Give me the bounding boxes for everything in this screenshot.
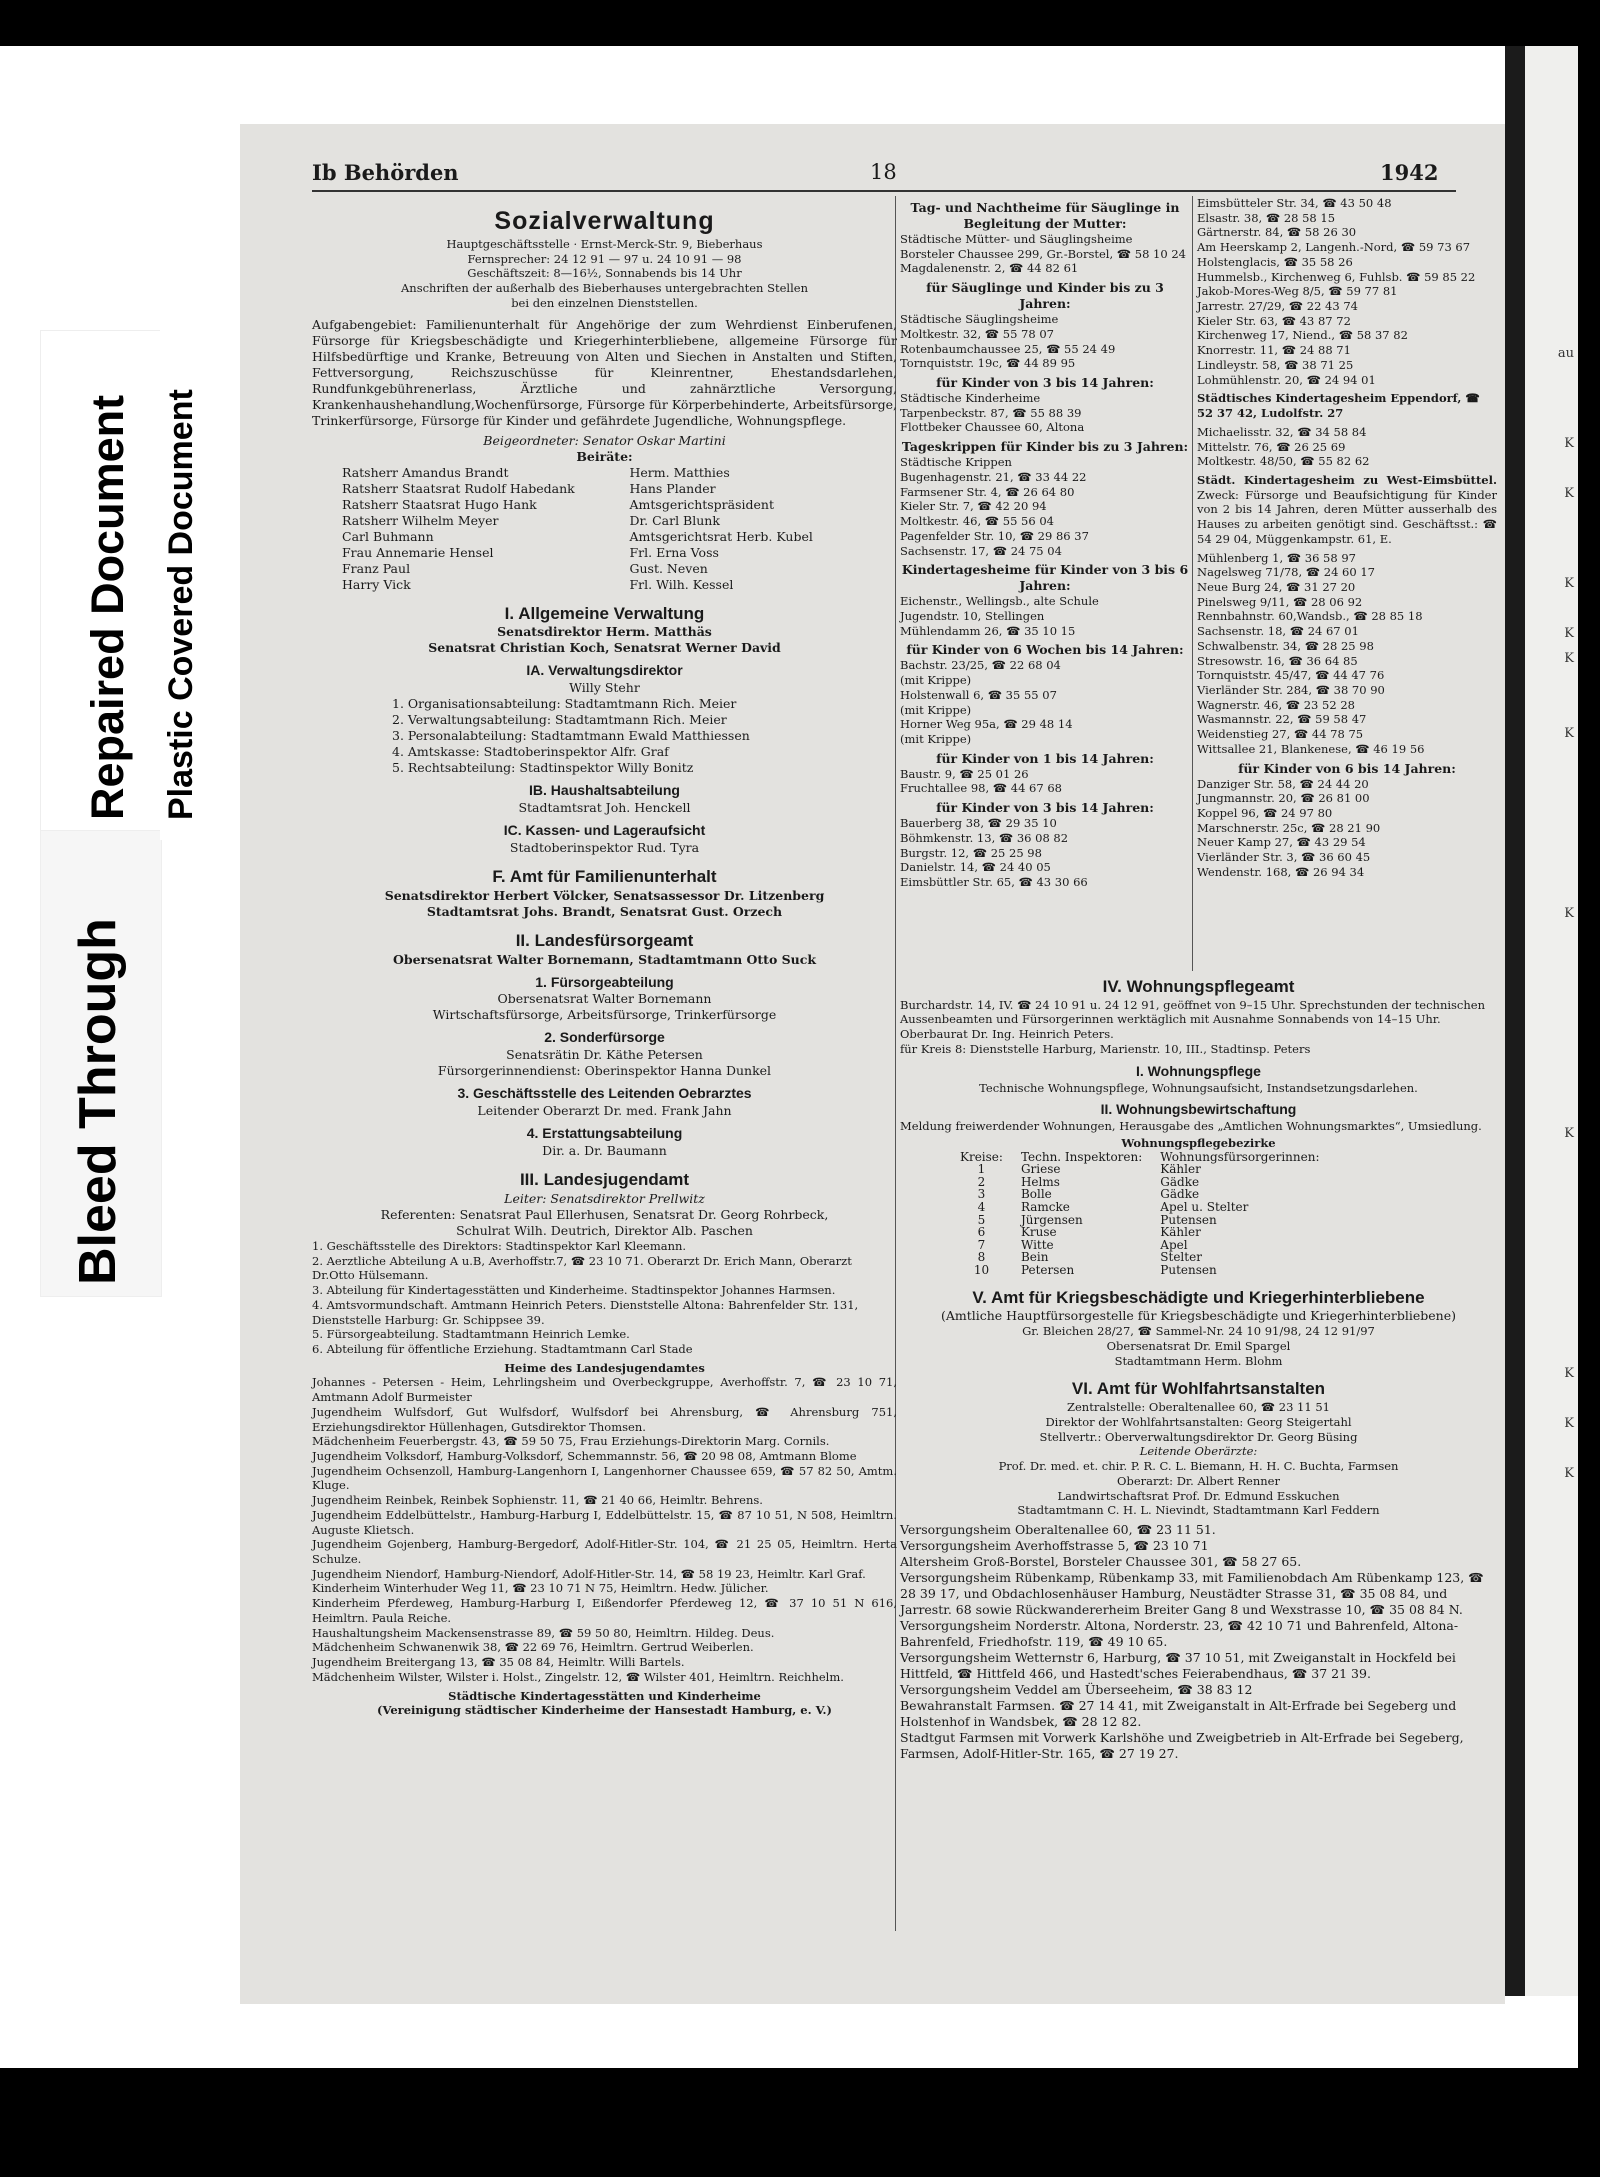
address-line: Pagenfelder Str. 10, ☎ 29 86 37 <box>900 528 1089 543</box>
table-cell: 6 <box>977 1225 986 1240</box>
page-title: Sozialverwaltung <box>494 207 715 235</box>
intro-line: bei den einzelnen Dienststellen. <box>511 295 698 310</box>
krippen-lines <box>900 455 1190 558</box>
intro-lines <box>900 232 1190 276</box>
heime-list <box>312 1375 897 1684</box>
address-line: Michaelisstr. 32, ☎ 34 58 84 <box>1197 424 1367 439</box>
list-item: 1. Organisationsabteilung: Stadtamtmann Rich. Meier <box>392 696 737 712</box>
column-aemter <box>900 976 1497 1762</box>
table-cell: Bolle <box>1020 1187 1052 1202</box>
address-line: Weidenstieg 27, ☎ 44 78 75 <box>1197 727 1364 742</box>
list-item: Jugendheim Wulfsdorf, Gut Wulfsdorf, Wulfsdorf bei Ahrensburg, ☎ Ahrensburg 751, Erziehungsdirektor Hüllenhagen, Gutsdirektor Thomsen. <box>312 1404 897 1434</box>
address-line: Städtische Mütter- und Säuglingsheime <box>900 232 1133 246</box>
list-item: Mädchenheim Schwanenwik 38, ☎ 22 69 76, Heimltrn. Gertrud Weiberlen. <box>312 1640 754 1655</box>
section-2-staff <box>312 952 897 968</box>
year: 1942 <box>1380 160 1439 185</box>
next-page-fragment: K <box>1564 1466 1574 1481</box>
k1-14-title: für Kinder von 1 bis 14 Jahren: <box>936 750 1154 766</box>
bezirke-table <box>960 1151 1338 1277</box>
list-item: 2. Verwaltungsabteilung: Stadtamtmann Rich. Meier <box>392 712 727 728</box>
address-line: Gärtnerstr. 84, ☎ 58 26 30 <box>1197 225 1357 240</box>
intro-line: Hauptgeschäftsstelle · Ernst-Merck-Str. 9, Bieberhaus <box>446 237 763 251</box>
list-item: 1. Geschäftsstelle des Direktors: Stadtinspektor Karl Kleemann. <box>312 1238 687 1253</box>
address-line: Kieler Str. 63, ☎ 43 87 72 <box>1197 313 1351 328</box>
beirate-list <box>312 465 897 593</box>
section-1a-list <box>312 696 897 776</box>
scan-border-bottom <box>0 2068 1600 2177</box>
section-3-list <box>312 1239 897 1357</box>
table-cell: 2 <box>977 1174 986 1189</box>
section-2-title: II. Landesfürsorgeamt <box>515 930 694 950</box>
section-5-title: V. Amt für Kriegsbeschädigte und Kriegerhinterbliebene <box>972 1287 1425 1307</box>
staff-line: Wirtschaftsfürsorge, Arbeitsfürsorge, Trinkerfürsorge <box>432 1007 777 1023</box>
address-line: Lohmühlenstr. 20, ☎ 24 94 01 <box>1197 372 1376 387</box>
address-line: Rotenbaumchaussee 25, ☎ 55 24 49 <box>900 341 1116 356</box>
k3b-lines <box>900 816 1190 890</box>
beirate-title: Beiräte: <box>576 448 633 464</box>
scan-border-right <box>1578 0 1600 2177</box>
section-1b-title: IB. Haushaltsabteilung <box>529 782 680 799</box>
staff-line: Referenten: Senatsrat Paul Ellerhusen, Senatsrat Dr. Georg Rohrbeck, <box>380 1206 829 1222</box>
table-row <box>960 1188 1338 1201</box>
address-line: Jakob-Mores-Weg 8/5, ☎ 59 77 81 <box>1197 284 1398 299</box>
header-rule <box>312 190 1456 192</box>
section-2-4-title: 4. Erstattungsabteilung <box>526 1125 683 1142</box>
address-line: Holstenwall 6, ☎ 35 55 07 <box>900 687 1057 702</box>
address-line: Danziger Str. 58, ☎ 24 44 20 <box>1197 776 1369 791</box>
page-number: 18 <box>870 160 897 184</box>
address-line: Am Heerskamp 2, Langenh.-Nord, ☎ 59 73 67 <box>1197 240 1471 255</box>
beirat-name: Ratsherr Staatsrat Hugo Hank <box>342 496 537 512</box>
intro-line: Geschäftszeit: 8—16½, Sonnabends bis 14 Uhr <box>467 266 742 281</box>
address-line: Lindleystr. 58, ☎ 38 71 25 <box>1197 357 1354 372</box>
table-cell: Putensen <box>1160 1262 1217 1277</box>
table-row <box>960 1214 1338 1227</box>
book-gutter <box>1505 46 1525 1996</box>
beigeordneter: Beigeordneter: Senator Oskar Martini <box>483 432 726 448</box>
section-3-leiter: Leiter: Senatsdirektor Prellwitz <box>504 1190 705 1206</box>
table-row <box>960 1239 1338 1252</box>
section-3-referenten <box>312 1207 897 1239</box>
overlay-plastic-covered: Plastic Covered Document <box>162 389 200 820</box>
list-item: Jugendheim Niendorf, Hamburg-Niendorf, Adolf-Hitler-Str. 14, ☎ 58 19 23, Heimltr. Karl Graf. <box>312 1566 866 1581</box>
address-line: Flottbeker Chaussee 60, Altona <box>900 420 1085 435</box>
address-line: Nagelsweg 71/78, ☎ 24 60 17 <box>1197 565 1375 580</box>
list-item: 5. Rechtsabteilung: Stadtinspektor Willy Bonitz <box>392 760 694 776</box>
column-sozialverwaltung <box>312 205 897 1718</box>
section-5-lines <box>900 1324 1497 1368</box>
saug-lines <box>900 312 1190 371</box>
table-cell: 5 <box>977 1212 986 1227</box>
list-item: 2. Aerztliche Abteilung A u.B, Averhoffstr.7, ☎ 23 10 71. Oberarzt Dr. Erich Mann, Oberarzt Dr.Otto Hülsemann. <box>312 1253 852 1283</box>
address-line: Jarrestr. 27/29, ☎ 22 43 74 <box>1197 299 1358 314</box>
table-cell: Bein <box>1020 1250 1049 1265</box>
next-page-fragment: K <box>1564 1416 1574 1431</box>
beirat-name: Ratsherr Staatsrat Rudolf Habedank <box>342 480 575 496</box>
beirat-name: Franz Paul <box>342 560 411 576</box>
overlay-repaired-document: Repaired Document <box>82 394 133 820</box>
info-line: Direktor der Wohlfahrtsanstalten: Georg Steigertahl <box>1045 1414 1352 1429</box>
beirate-left <box>312 465 610 593</box>
next-page-fragment: au <box>1557 346 1574 361</box>
staff-line: Fürsorgerinnendienst: Oberinspektor Hanna Dunkel <box>437 1063 772 1079</box>
address-line: Hummelsb., Kirchenweg 6, Fuhlsb. ☎ 59 85 22 <box>1197 269 1476 284</box>
list-item: Mädchenheim Wilster, Wilster i. Holst., Zingelstr. 12, ☎ Wilster 401, Heimltrn. Reichhelm. <box>312 1669 844 1684</box>
staff-line: Obersenatsrat Walter Bornemann, Stadtamtmann Otto Suck <box>392 951 817 967</box>
table-cell: Gädke <box>1160 1174 1200 1189</box>
address-line: Magdalenenstr. 2, ☎ 44 82 61 <box>900 261 1079 276</box>
section-4-2-title: II. Wohnungsbewirtschaftung <box>1100 1101 1297 1118</box>
table-cell: Kruse <box>1020 1225 1057 1240</box>
address-line: Sachsenstr. 18, ☎ 24 67 01 <box>1197 624 1359 639</box>
beirat-name: Herm. Matthies <box>629 464 730 480</box>
table-cell: Jürgensen <box>1020 1212 1083 1227</box>
address-line: Bauerberg 38, ☎ 29 35 10 <box>900 816 1057 831</box>
section-1-staff <box>312 624 897 656</box>
info-line: Stadtamtmann C. H. L. Nievindt, Stadtamtmann Karl Feddern <box>1017 1503 1380 1518</box>
section-2-3-staff <box>312 1103 897 1119</box>
address-line: Neuer Kamp 27, ☎ 43 29 54 <box>1197 835 1366 850</box>
table-row <box>960 1226 1338 1239</box>
saug-title: für Säuglinge und Kinder bis zu 3 Jahren: <box>926 280 1164 312</box>
top-lines <box>1197 196 1497 387</box>
table-cell: Putensen <box>1160 1212 1217 1227</box>
section-6-leitende-title: Leitende Oberärzte: <box>1139 1444 1258 1459</box>
k6w-lines <box>900 658 1190 746</box>
table-cell: 1 <box>977 1162 986 1177</box>
address-line: Eimsbüttler Str. 65, ☎ 43 30 66 <box>900 875 1088 889</box>
table-cell: 10 <box>973 1262 990 1277</box>
kt-title: Kindertagesheime für Kinder von 3 bis 6 Jahren: <box>901 562 1189 594</box>
info-line: Zentralstelle: Oberaltenallee 60, ☎ 23 11 51 <box>1067 1400 1330 1415</box>
west-block <box>1197 473 1497 547</box>
staff-line: Stadtamtsrat Johs. Brandt, Senatsrat Gust. Orzech <box>426 903 783 919</box>
address-line: Stresowstr. 16, ☎ 36 64 85 <box>1197 653 1358 668</box>
address-line: Marschnerstr. 25c, ☎ 28 21 90 <box>1197 820 1381 835</box>
list-item: Haushaltungsheim Mackensenstrasse 89, ☎ 59 50 80, Heimltrn. Hildeg. Deus. <box>312 1625 775 1640</box>
table-cell: Ramcke <box>1020 1199 1070 1214</box>
address-line: Baustr. 9, ☎ 25 01 26 <box>900 766 1029 781</box>
address-line: (mit Krippe) <box>900 731 972 746</box>
list-item: Versorgungsheim Oberaltenallee 60, ☎ 23 11 51. <box>900 1521 1216 1537</box>
table-cell: Apel <box>1160 1237 1188 1252</box>
address-line: Burgstr. 12, ☎ 25 25 98 <box>900 845 1042 860</box>
staff-line: Senatsrat Christian Koch, Senatsrat Werner David <box>428 640 781 656</box>
staff-line: Schulrat Wilh. Deutrich, Direktor Alb. Paschen <box>456 1222 753 1238</box>
list-item: Jugendheim Volksdorf, Hamburg-Volksdorf, Schemmannstr. 56, ☎ 20 98 08, Amtmann Blome <box>312 1449 857 1463</box>
address-line: Kieler Str. 7, ☎ 42 20 94 <box>900 499 1047 514</box>
table-header-cell: Wohnungsfürsorgerinnen: <box>1160 1149 1320 1164</box>
address-line: Borsteler Chaussee 299, Gr.-Borstel, ☎ 58 10 24 <box>900 246 1186 261</box>
next-page-fragment: K <box>1564 486 1574 501</box>
section-2-3-title: 3. Geschäftsstelle des Leitenden Oebrarztes <box>457 1085 752 1102</box>
table-row <box>960 1176 1338 1189</box>
info-line: Oberarzt: Dr. Albert Renner <box>1117 1473 1280 1488</box>
next-page-edge <box>1525 46 1578 1996</box>
section-f-staff <box>312 888 897 920</box>
list-item: Stadtgut Farmsen mit Vorwerk Karlshöhe und Zweigbetrieb in Alt-Erfrade bei Segeberg, Farmsen, Adolf-Hitler-Str. 165, ☎ 27 19 27. <box>900 1729 1464 1761</box>
k6w-title: für Kinder von 6 Wochen bis 14 Jahren: <box>906 642 1184 658</box>
overlay-bleed-through: Bleed Through <box>69 918 127 1285</box>
address-line: Tornquiststr. 19c, ☎ 44 89 95 <box>900 356 1076 371</box>
list-item: Altersheim Groß-Borstel, Borsteler Chaussee 301, ☎ 58 27 65. <box>900 1553 1302 1569</box>
table-cell: Helms <box>1020 1174 1060 1189</box>
address-line: Tornquiststr. 45/47, ☎ 44 47 76 <box>1197 668 1385 683</box>
address-line: Farmsener Str. 4, ☎ 26 64 80 <box>900 484 1075 499</box>
list-item: Bewahranstalt Farmsen. ☎ 27 14 41, mit Zweiganstalt in Alt-Erfrade bei Segeberg und Holstenhof in Wandsbek, ☎ 28 12 82. <box>900 1697 1457 1729</box>
table-cell: 3 <box>977 1187 986 1202</box>
info-line: Stellvertr.: Oberverwaltungsdirektor Dr. Georg Büsing <box>1039 1429 1358 1444</box>
intro-line: Anschriften der außerhalb des Bieberhauses untergebrachten Stellen <box>401 281 808 296</box>
section-6-title: VI. Amt für Wohlfahrtsanstalten <box>1071 1379 1326 1399</box>
beirat-name: Gust. Neven <box>629 560 708 576</box>
info-line: Landwirtschaftsrat Prof. Dr. Edmund Esskuchen <box>1057 1488 1340 1503</box>
beirat-name: Carl Buhmann <box>342 528 434 544</box>
section-f-title: F. Amt für Familienunterhalt <box>492 867 717 887</box>
section-4-1-title: I. Wohnungspflege <box>1136 1062 1261 1079</box>
next-page-fragment: K <box>1564 1366 1574 1381</box>
list-item: Johannes - Petersen - Heim, Lehrlingsheim und Overbeckgruppe, Averhoffstr. 7, ☎ 23 10 71, Amtmann Adolf Burmeister <box>312 1375 897 1405</box>
address-line: Vierländer Str. 3, ☎ 36 60 45 <box>1197 850 1371 865</box>
k3-14-lines <box>900 391 1190 435</box>
k3b-title: für Kinder von 3 bis 14 Jahren: <box>936 800 1154 816</box>
address-line: Moltkestr. 48/50, ☎ 55 82 62 <box>1197 454 1370 469</box>
beirat-name: Amtsgerichtspräsident <box>629 496 774 512</box>
address-line: Mittelstr. 76, ☎ 26 25 69 <box>1197 439 1346 454</box>
address-line: Knorrestr. 11, ☎ 24 88 71 <box>1197 343 1351 358</box>
list-item: Jugendheim Ochsenzoll, Hamburg-Langenhorn I, Langenhorner Chaussee 659, ☎ 57 82 50, Amtm. Kluge. <box>312 1463 897 1493</box>
address-line: Rennbahnstr. 60,Wandsb., ☎ 28 85 18 <box>1197 609 1423 624</box>
address-line: Mühlendamm 26, ☎ 35 10 15 <box>900 623 1076 638</box>
beirate-right <box>610 465 898 593</box>
staff-line: Leitender Oberarzt Dr. med. Frank Jahn <box>477 1103 732 1119</box>
list-item: 3. Personalabteilung: Stadtamtmann Ewald Matthiessen <box>392 728 750 744</box>
address-line: Pinelsweg 9/11, ☎ 28 06 92 <box>1197 594 1363 609</box>
beirat-name: Ratsherr Amandus Brandt <box>342 464 509 480</box>
beirat-name: Harry Vick <box>342 576 411 592</box>
scan-border-top <box>0 0 1600 46</box>
next-page-fragment: K <box>1564 1126 1574 1141</box>
table-cell: Kähler <box>1160 1162 1201 1177</box>
mid-lines <box>1197 425 1497 469</box>
beirat-name: Frau Annemarie Hensel <box>342 544 494 560</box>
kita-subtitle: (Vereinigung städtischer Kinderheime der Hansestadt Hamburg, e. V.) <box>377 1703 832 1718</box>
address-line: Danielstr. 14, ☎ 24 40 05 <box>900 860 1051 875</box>
section-4-title: IV. Wohnungspflegeamt <box>1102 977 1295 996</box>
section-5-subtitle: (Amtliche Hauptfürsorgestelle für Kriegsbeschädigte und Kriegerhinterbliebene) <box>940 1308 1457 1324</box>
address-line: Holstenglacis, ☎ 35 58 26 <box>1197 254 1353 269</box>
beirat-name: Amtsgerichtsrat Herb. Kubel <box>629 528 813 544</box>
beirat-name: Frl. Wilh. Kessel <box>629 576 734 592</box>
info-line: Prof. Dr. med. et. chir. P. R. C. L. Biemann, H. H. C. Buchta, Farmsen <box>998 1459 1399 1474</box>
section-4-2-text: Meldung freiwerdender Wohnungen, Herausgabe des „Amtlichen Wohnungsmarktes“, Umsiedlung. <box>900 1119 1482 1134</box>
table-cell: Griese <box>1020 1162 1061 1177</box>
next-page-fragment: K <box>1564 906 1574 921</box>
table-cell: Kähler <box>1160 1225 1201 1240</box>
list2 <box>1197 551 1497 757</box>
address-line: Fruchtallee 98, ☎ 44 67 68 <box>900 781 1062 796</box>
intro-block <box>312 237 897 311</box>
address-line: Jugendstr. 10, Stellingen <box>900 608 1045 623</box>
address-line: Wendenstr. 168, ☎ 26 94 34 <box>1197 864 1365 879</box>
address-line: (mit Krippe) <box>900 673 972 688</box>
info-line: Burchardstr. 14, IV. ☎ 24 10 91 u. 24 12 91, geöffnet von 9–15 Uhr. Sprechstunden der technischen Aussenbeamten und Fürsorgerinnen werktäglich mit Ausnahme Sonnabends von 14–15 Uhr. <box>900 997 1485 1027</box>
table-row <box>960 1163 1338 1176</box>
list-item: Versorgungsheim Rübenkamp, Rübenkamp 33, mit Familienobdach Am Rübenkamp 123, ☎ 28 39 17, und Obdachlosenhäuser Hamburg, Neustädter Strasse 31, ☎ 35 08 84, und Jarrestr. 68 sowie Rückwandererheim Breiter Gang 8 und Wexstrasse 10, ☎ 35 08 84 N. <box>900 1569 1484 1617</box>
table-cell: Witte <box>1020 1237 1054 1252</box>
list-item: 4. Amtsvormundschaft. Amtmann Heinrich Peters. Dienststelle Altona: Bahrenfelder Str. 131, Dienststelle Harburg: Gr. Schippsee 39. <box>312 1297 859 1327</box>
info-line: Stadtamtmann Herm. Blohm <box>1114 1353 1283 1368</box>
list-item: 5. Fürsorgeabteilung. Stadtamtmann Heinrich Lemke. <box>312 1327 630 1342</box>
list-item: Versorgungsheim Averhoffstrasse 5, ☎ 23 10 71 <box>900 1537 1209 1553</box>
section-6-lines <box>900 1400 1497 1444</box>
section-6-leitende-lines <box>900 1459 1497 1518</box>
table-cell: Petersen <box>1020 1262 1075 1277</box>
kt-lines <box>900 594 1190 638</box>
next-page-fragment: K <box>1564 626 1574 641</box>
staff-line: Senatsdirektor Herm. Matthäs <box>497 624 712 640</box>
address-line: Bugenhagenstr. 21, ☎ 33 44 22 <box>900 469 1087 484</box>
address-line: Städtische Krippen <box>900 455 1012 470</box>
beirat-name: Dr. Carl Blunk <box>629 512 720 528</box>
k3-14-title: für Kinder von 3 bis 14 Jahren: <box>936 375 1154 391</box>
info-line: Gr. Bleichen 28/27, ☎ Sammel-Nr. 24 10 91/98, 24 12 91/97 <box>1022 1324 1375 1339</box>
next-page-fragment: K <box>1564 726 1574 741</box>
table-row <box>960 1251 1338 1264</box>
info-line: Oberbaurat Dr. Ing. Heinrich Peters. <box>900 1027 1114 1042</box>
address-line: Vierländer Str. 284, ☎ 38 70 90 <box>1197 683 1385 697</box>
column-tagesheime <box>1197 196 1497 880</box>
address-line: Jungmannstr. 20, ☎ 26 81 00 <box>1197 791 1370 806</box>
bezirke-title: Wohnungspflegebezirke <box>1121 1135 1276 1150</box>
table-header-cell: Kreise: <box>960 1149 1003 1164</box>
address-line: Mühlenberg 1, ☎ 36 58 97 <box>1197 550 1356 565</box>
address-line: Städtische Kinderheime <box>900 391 1041 406</box>
table-cell: 4 <box>977 1199 986 1214</box>
k6-14-lines <box>1197 777 1497 880</box>
staff-line: Obersenatsrat Walter Bornemann <box>497 991 712 1007</box>
address-line: Wittsallee 21, Blankenese, ☎ 46 19 56 <box>1197 741 1425 756</box>
address-line: Elsastr. 38, ☎ 28 58 15 <box>1197 210 1336 225</box>
section-4-1-text: Technische Wohnungspflege, Wohnungsaufsicht, Instandsetzungsdarlehen. <box>979 1080 1418 1095</box>
list-item: 4. Amtskasse: Stadtoberinspektor Alfr. Graf <box>392 744 669 760</box>
list-item: Jugendheim Reinbek, Reinbek Sophienstr. 11, ☎ 21 40 66, Heimltr. Behrens. <box>312 1493 763 1508</box>
section-2-1-title: 1. Fürsorgeabteilung <box>535 973 674 990</box>
section-1a-title: IA. Verwaltungsdirektor <box>526 662 683 679</box>
address-line: Moltkestr. 46, ☎ 55 56 04 <box>900 514 1054 529</box>
section-2-1-staff <box>312 991 897 1023</box>
beirat-name: Frl. Erna Voss <box>629 544 719 560</box>
address-line: (mit Krippe) <box>900 702 972 717</box>
list-item: Versorgungsheim Wetternstr 6, Harburg, ☎ 37 10 51, mit Zweiganstalt in Hockfeld bei Hittfeld, ☎ Hittfeld 466, und Hastedt'sches Feierabendhaus, ☎ 37 21 39. <box>900 1649 1456 1681</box>
table-row <box>960 1201 1338 1214</box>
address-line: Bachstr. 23/25, ☎ 22 68 04 <box>900 658 1061 673</box>
address-line: Böhmkenstr. 13, ☎ 36 08 82 <box>900 830 1069 845</box>
list-item: 6. Abteilung für öffentliche Erziehung. Stadtamtmann Carl Stade <box>312 1341 693 1356</box>
address-line: Kirchenweg 17, Niend., ☎ 58 37 82 <box>1197 328 1408 343</box>
list-item: Jugendheim Gojenberg, Hamburg-Bergedorf, Adolf-Hitler-Str. 104, ☎ 21 25 05, Heimltrn. Herta Schulze. <box>312 1537 897 1567</box>
beirat-name: Hans Plander <box>629 480 716 496</box>
address-line: Tarpenbeckstr. 87, ☎ 55 88 39 <box>900 405 1082 420</box>
versorgungsheime-list <box>900 1522 1497 1762</box>
next-page-fragment: K <box>1564 576 1574 591</box>
intro-title: Tag- und Nachtheime für Säuglinge in Begleitung der Mutter: <box>910 200 1180 231</box>
list-item: Jugendheim Breitergang 13, ☎ 35 08 84, Heimltr. Willi Bartels. <box>312 1655 685 1670</box>
section-4-lines <box>900 998 1497 1057</box>
section-3-title: III. Landesjugendamt <box>519 1170 690 1190</box>
column-heime <box>900 200 1190 890</box>
list-item: 3. Abteilung für Kindertagesstätten und Kinderheime. Stadtinspektor Johannes Harmsen. <box>312 1283 836 1298</box>
address-line: Horner Weg 95a, ☎ 29 48 14 <box>900 717 1073 732</box>
table-cell: Gädke <box>1160 1187 1200 1202</box>
address-line: Eichenstr., Wellingsb., alte Schule <box>900 594 1099 609</box>
list-item: Versorgungsheim Veddel am Überseeheim, ☎ 38 83 12 <box>900 1681 1253 1697</box>
list-item: Mädchenheim Feuerbergstr. 43, ☎ 59 50 75, Frau Erziehungs-Direktorin Marg. Cornils. <box>312 1434 830 1449</box>
table-header-cell: Techn. Inspektoren: <box>1020 1149 1143 1164</box>
section-2-2-staff <box>312 1047 897 1079</box>
section-2-2-title: 2. Sonderfürsorge <box>544 1029 665 1046</box>
table-header-row <box>960 1151 1338 1164</box>
section-1-title: I. Allgemeine Verwaltung <box>504 603 705 623</box>
table-cell: Stelter <box>1160 1250 1202 1265</box>
address-line: Sachsenstr. 17, ☎ 24 75 04 <box>900 543 1062 558</box>
next-page-fragment: K <box>1564 651 1574 666</box>
info-line: für Kreis 8: Dienststelle Harburg, Marienstr. 10, III., Stadtinsp. Peters <box>900 1041 1311 1056</box>
info-line: Obersenatsrat Dr. Emil Spargel <box>1106 1339 1291 1353</box>
section-header: Ib Behörden <box>312 160 459 185</box>
section-1a-name: Willy Stehr <box>569 680 640 696</box>
list-item: Kinderheim Winterhuder Weg 11, ☎ 23 10 71 N 75, Heimltrn. Hedw. Jülicher. <box>312 1581 769 1596</box>
address-line: Wasmannstr. 22, ☎ 59 58 47 <box>1197 712 1367 727</box>
k1-14-lines <box>900 767 1190 796</box>
address-line: Wagnerstr. 46, ☎ 23 52 28 <box>1197 697 1355 712</box>
eppendorf-title: Städtisches Kindertagesheim Eppendorf, ☎ 52 37 42, Ludolfstr. 27 <box>1197 391 1480 421</box>
k6-14-title: für Kinder von 6 bis 14 Jahren: <box>1238 760 1456 776</box>
address-line: Neue Burg 24, ☎ 31 27 20 <box>1197 579 1356 594</box>
next-page-fragment: K <box>1564 436 1574 451</box>
section-1c-name: Stadtoberinspektor Rud. Tyra <box>509 840 700 856</box>
west-title: Städt. Kindertagesheim zu West-Eimsbüttel. <box>1197 472 1497 487</box>
address-line: Moltkestr. 32, ☎ 55 78 07 <box>900 326 1054 341</box>
table-cell: 7 <box>977 1237 986 1252</box>
column-divider-2 <box>1192 196 1193 971</box>
table-cell: 8 <box>977 1250 986 1265</box>
intro-line: Fernsprecher: 24 12 91 — 97 u. 24 10 91 — 98 <box>467 251 742 266</box>
section-2-4-staff <box>312 1143 897 1159</box>
aufgabengebiet: Aufgabengebiet: Familienunterhalt für Angehörige der zum Wehrdienst Einberufenen, Fürsorge für Kriegsbeschädigte und Kriegerhinterbliebene, allgemeine Fürsorge für Hilfsbedürftige und Kranke, Betreuung von Alten und Siechen in Anstalten und Stiften, Fettversorgung, Reichszuschüsse für Kleinrentner, Ehestandsdarlehen, Rundfunkgebührenerlass, Ärztliche und zahnärztliche Versorgung, Krankenhaushehandlung,Wochenfürsorge, Fürsorge für Körperbehinderte, Arbeitsfürsorge, Trinkerfürsorge, Fürsorge für Kinder und gefährdete Jugendliche, Wohnungspflege. <box>312 316 897 428</box>
list-item: Kinderheim Pferdeweg, Hamburg-Harburg I, Eißendorfer Pferdeweg 12, ☎ 37 10 51 N 616, Heimltrn. Paula Reiche. <box>312 1596 897 1625</box>
table-cell: Apel u. Stelter <box>1160 1199 1249 1214</box>
address-line: Schwalbenstr. 34, ☎ 28 25 98 <box>1197 638 1374 653</box>
list-item: Jugendheim Eddelbüttelstr., Hamburg-Harburg I, Eddelbüttelstr. 15, ☎ 87 10 51, N 508, Heimltrn. Auguste Klietsch. <box>312 1507 897 1537</box>
beirat-name: Ratsherr Wilhelm Meyer <box>342 512 499 528</box>
kita-title: Städtische Kindertagesstätten und Kinderheime <box>448 1688 761 1703</box>
address-line: Eimsbütteler Str. 34, ☎ 43 50 48 <box>1197 196 1392 210</box>
address-line: Städtische Säuglingsheime <box>900 312 1059 327</box>
section-1c-title: IC. Kassen- und Lageraufsicht <box>503 822 706 839</box>
table-row <box>960 1264 1338 1277</box>
staff-line: Senatsdirektor Herbert Völcker, Senatsassessor Dr. Litzenberg <box>384 887 825 903</box>
heime-title: Heime des Landesjugendamtes <box>504 1360 705 1375</box>
staff-line: Dir. a. Dr. Baumann <box>542 1143 667 1159</box>
address-line: Koppel 96, ☎ 24 97 80 <box>1197 806 1333 821</box>
krippen-title: Tageskrippen für Kinder bis zu 3 Jahren: <box>901 439 1189 455</box>
west-text: Zweck: Fürsorge und Beaufsichtigung für Kinder von 2 bis 14 Jahren, deren Mütter ausserhalb des Hauses zu arbeiten genötigt sind. Geschäftsst.: ☎ 54 29 04, Müggenkampstr. 61, E. <box>1197 487 1497 546</box>
section-1b-name: Stadtamtsrat Joh. Henckell <box>518 800 691 816</box>
staff-line: Senatsrätin Dr. Käthe Petersen <box>506 1047 703 1063</box>
list-item: Versorgungsheim Norderstr. Altona, Norderstr. 23, ☎ 42 10 71 und Bahrenfeld, Altona-Bahrenfeld, Friedhofstr. 119, ☎ 49 10 65. <box>900 1617 1459 1649</box>
